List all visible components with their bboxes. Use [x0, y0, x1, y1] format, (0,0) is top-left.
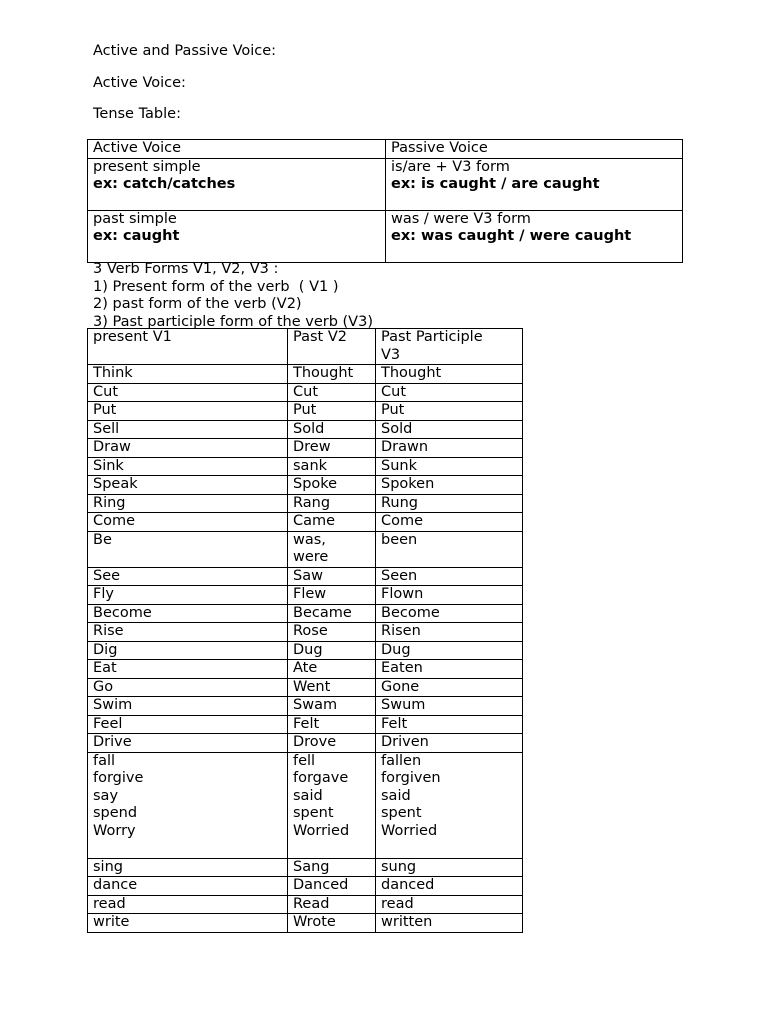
present-v1-cell-text: read: [93, 895, 126, 912]
past-v2-cell: [288, 678, 376, 697]
past-participle-v3-cell-text: Become: [381, 604, 440, 621]
present-v1-cell-text: See: [93, 567, 121, 584]
past-v2-cell-text: Cut: [293, 383, 318, 400]
past-v2-cell-text: sank: [293, 457, 328, 474]
past-participle-v3-cell: [376, 604, 523, 623]
table-row: [88, 895, 523, 914]
present-v1-cell: [88, 476, 288, 495]
past-v2-cell: [288, 697, 376, 716]
past-participle-v3-cell-text: Thought: [381, 365, 442, 381]
past-v2-cell: [288, 586, 376, 605]
past-v2-cell-text: Put: [293, 402, 317, 418]
past-participle-v3-cell-text: Rung: [381, 494, 419, 511]
present-v1-cell-text: Eat: [93, 660, 117, 676]
present-v1-cell: [88, 858, 288, 877]
past-v2-cell-text: Danced: [293, 877, 349, 893]
present-v1-cell: [88, 420, 288, 439]
past-participle-v3-cell-text: Felt: [381, 715, 408, 732]
past-participle-v3-cell-text: Dug: [381, 641, 411, 658]
past-participle-v3-cell-text: Gone: [381, 678, 420, 695]
past-participle-v3-cell-text: Put: [381, 402, 405, 418]
table-row: [88, 858, 523, 877]
past-v2-cell: [288, 752, 376, 858]
past-participle-v3-cell-text: Spoken: [381, 476, 435, 492]
verb-forms-heading: 3 Verb Forms V1, V2, V3 :: [93, 261, 279, 277]
passive-form: was / were V3 form: [391, 210, 531, 227]
tense-table: [87, 139, 683, 263]
active-cell: [88, 158, 386, 210]
verb-form-item: 2) past form of the verb (V2): [93, 296, 302, 312]
verb-forms-intro: [93, 261, 373, 331]
passive-cell: [386, 210, 683, 262]
present-v1-cell: [88, 402, 288, 421]
past-v2-cell-text: Spoke: [293, 476, 338, 492]
verb-form-item: 1) Present form of the verb ( V1 ): [93, 278, 339, 295]
past-participle-v3-cell: [376, 697, 523, 716]
table-row: [88, 734, 523, 753]
past-v2-cell-text: Read: [293, 895, 330, 912]
present-v1-cell-text: Speak: [93, 476, 138, 492]
past-v2-cell: [288, 715, 376, 734]
table-row: [88, 678, 523, 697]
past-participle-v3-cell-text: Flown: [381, 586, 424, 602]
table-row: [88, 604, 523, 623]
passive-example: ex: was caught / were caught: [391, 228, 632, 244]
past-v2-cell-text: Rose: [293, 623, 328, 639]
past-v2-cell: [288, 641, 376, 660]
present-v1-cell: [88, 567, 288, 586]
past-participle-v3-cell: [376, 586, 523, 605]
past-participle-v3-cell: [376, 383, 523, 402]
header-v3: [376, 329, 523, 365]
past-v2-cell: [288, 895, 376, 914]
table-row: [88, 914, 523, 933]
present-v1-cell: [88, 439, 288, 458]
table-row: [88, 623, 523, 642]
active-voice-heading: Active Voice:: [93, 75, 186, 91]
table-row: [88, 660, 523, 679]
present-v1-cell: [88, 678, 288, 697]
past-participle-v3-cell: [376, 402, 523, 421]
present-v1-cell-text: Swim: [93, 697, 133, 713]
present-v1-cell: [88, 641, 288, 660]
past-participle-v3-cell: [376, 660, 523, 679]
tense-row-past-simple: [88, 210, 683, 262]
past-v2-cell-text: Flew: [293, 586, 327, 602]
present-v1-cell: [88, 604, 288, 623]
tense-example: ex: catch/catches: [93, 176, 236, 192]
page-title: Active and Passive Voice:: [93, 43, 277, 59]
header-active-voice: Active Voice: [88, 140, 386, 159]
past-v2-cell: [288, 420, 376, 439]
present-v1-cell: [88, 877, 288, 896]
table-row: [88, 567, 523, 586]
tense-row-present-simple: [88, 158, 683, 210]
past-v2-cell-text: Saw: [293, 567, 323, 584]
table-row: [88, 402, 523, 421]
past-v2-cell: [288, 402, 376, 421]
present-v1-cell-text: Go: [93, 678, 114, 695]
table-row: [88, 531, 523, 567]
past-participle-v3-cell: [376, 858, 523, 877]
past-v2-cell: [288, 877, 376, 896]
past-v2-cell-text: Went: [293, 678, 331, 695]
past-participle-v3-cell-text: Eaten: [381, 660, 423, 676]
past-v2-cell: [288, 734, 376, 753]
header-v2: [288, 329, 376, 365]
past-participle-v3-cell: [376, 623, 523, 642]
table-row: [88, 457, 523, 476]
passive-example: ex: is caught / are caught: [391, 176, 600, 192]
past-v2-cell: [288, 476, 376, 495]
present-v1-cell: [88, 660, 288, 679]
past-participle-v3-cell-text: Sunk: [381, 457, 417, 474]
present-v1-cell: [88, 697, 288, 716]
table-row: [88, 697, 523, 716]
tense-example: ex: caught: [93, 228, 180, 244]
past-participle-v3-cell: [376, 752, 523, 858]
past-participle-v3-cell: [376, 420, 523, 439]
past-participle-v3-cell-text: Seen: [381, 567, 418, 584]
present-v1-cell: [88, 457, 288, 476]
present-v1-cell: [88, 895, 288, 914]
passive-cell: [386, 158, 683, 210]
past-v2-cell: [288, 858, 376, 877]
past-participle-v3-cell-text: sung: [381, 858, 417, 875]
header-v1-text: present V1: [93, 329, 172, 345]
past-participle-v3-cell: [376, 567, 523, 586]
present-v1-cell-text: Drive: [93, 734, 132, 750]
present-v1-cell-text: Feel: [93, 715, 123, 732]
past-v2-cell-text: Sold: [293, 420, 325, 437]
header-v3-text: Past Participle V3: [381, 329, 483, 363]
present-v1-cell: [88, 383, 288, 402]
present-v1-cell-text: Think: [93, 365, 133, 381]
table-row: [88, 586, 523, 605]
tense-name: past simple: [93, 210, 177, 227]
past-participle-v3-cell: [376, 715, 523, 734]
past-participle-v3-cell-text: read: [381, 895, 414, 912]
past-v2-cell: [288, 494, 376, 513]
present-v1-cell-text: Dig: [93, 641, 118, 658]
past-v2-cell-text: Wrote: [293, 914, 336, 930]
present-v1-cell-text: Ring: [93, 494, 126, 511]
present-v1-cell: [88, 513, 288, 532]
tense-table-header: [88, 140, 683, 159]
past-participle-v3-cell-text: Driven: [381, 734, 429, 750]
active-cell: [88, 210, 386, 262]
past-participle-v3-cell: [376, 365, 523, 384]
past-v2-cell-text: was, were: [293, 531, 329, 565]
present-v1-cell-text: Fly: [93, 586, 114, 602]
present-v1-cell-text: fall forgive say spend Worry: [93, 752, 144, 839]
past-participle-v3-cell: [376, 641, 523, 660]
past-v2-cell-text: Became: [293, 604, 352, 621]
past-participle-v3-cell: [376, 531, 523, 567]
present-v1-cell: [88, 494, 288, 513]
past-participle-v3-cell: [376, 734, 523, 753]
past-v2-cell: [288, 623, 376, 642]
present-v1-cell-text: Become: [93, 604, 152, 621]
table-row: [88, 513, 523, 532]
past-v2-cell-text: fell forgave said spent Worried: [293, 752, 350, 839]
past-v2-cell-text: Felt: [293, 715, 320, 732]
past-participle-v3-cell: [376, 877, 523, 896]
present-v1-cell-text: Sink: [93, 457, 124, 474]
table-row: [88, 715, 523, 734]
verb-forms-table: [87, 328, 523, 933]
verb-form-item: 3) Past participle form of the verb (V3): [93, 313, 373, 330]
present-v1-cell-text: Sell: [93, 420, 120, 437]
past-v2-cell-text: Sang: [293, 858, 330, 875]
past-v2-cell-text: Dug: [293, 641, 323, 658]
past-v2-cell: [288, 439, 376, 458]
table-row: [88, 383, 523, 402]
table-row: [88, 476, 523, 495]
table-row: [88, 641, 523, 660]
past-v2-cell-text: Rang: [293, 494, 331, 511]
present-v1-cell: [88, 623, 288, 642]
header-v2-text: Past V2: [293, 329, 347, 345]
past-v2-cell-text: Drove: [293, 734, 337, 750]
table-row: [88, 365, 523, 384]
tense-name: present simple: [93, 158, 201, 175]
present-v1-cell-text: write: [93, 914, 130, 930]
past-participle-v3-cell-text: danced: [381, 877, 435, 893]
present-v1-cell-text: sing: [93, 858, 123, 875]
present-v1-cell-text: Cut: [93, 383, 118, 400]
table-row: [88, 494, 523, 513]
past-v2-cell: [288, 604, 376, 623]
past-participle-v3-cell: [376, 678, 523, 697]
present-v1-cell: [88, 914, 288, 933]
past-participle-v3-cell-text: written: [381, 914, 433, 930]
past-participle-v3-cell: [376, 476, 523, 495]
past-participle-v3-cell-text: Cut: [381, 383, 406, 400]
verb-table-header: [88, 329, 523, 365]
past-v2-cell-text: Came: [293, 513, 336, 529]
past-v2-cell: [288, 531, 376, 567]
present-v1-cell-text: dance: [93, 877, 138, 893]
past-participle-v3-cell: [376, 895, 523, 914]
present-v1-cell: [88, 715, 288, 734]
past-participle-v3-cell-text: Risen: [381, 623, 421, 639]
present-v1-cell: [88, 365, 288, 384]
header-v1: [88, 329, 288, 365]
past-v2-cell: [288, 383, 376, 402]
past-participle-v3-cell-text: Swum: [381, 697, 426, 713]
table-row: [88, 877, 523, 896]
past-participle-v3-cell: [376, 914, 523, 933]
past-participle-v3-cell: [376, 494, 523, 513]
past-participle-v3-cell: [376, 513, 523, 532]
table-row: [88, 420, 523, 439]
past-v2-cell: [288, 567, 376, 586]
past-v2-cell: [288, 513, 376, 532]
past-v2-cell: [288, 365, 376, 384]
past-participle-v3-cell: [376, 457, 523, 476]
present-v1-cell-text: Be: [93, 531, 112, 548]
present-v1-cell: [88, 586, 288, 605]
present-v1-cell-text: Rise: [93, 623, 124, 639]
past-participle-v3-cell-text: fallen forgiven said spent Worried: [381, 752, 441, 839]
past-participle-v3-cell-text: Sold: [381, 420, 413, 437]
present-v1-cell: [88, 752, 288, 858]
past-v2-cell: [288, 457, 376, 476]
past-v2-cell: [288, 914, 376, 933]
past-participle-v3-cell-text: Come: [381, 513, 424, 529]
past-v2-cell: [288, 660, 376, 679]
past-participle-v3-cell-text: been: [381, 531, 418, 548]
present-v1-cell: [88, 734, 288, 753]
past-participle-v3-cell-text: Drawn: [381, 439, 429, 455]
tense-table-heading: Tense Table:: [93, 106, 181, 122]
past-v2-cell-text: Ate: [293, 660, 318, 676]
header-passive-voice: Passive Voice: [386, 140, 683, 159]
passive-form: is/are + V3 form: [391, 158, 510, 175]
past-v2-cell-text: Drew: [293, 439, 331, 455]
present-v1-cell-text: Put: [93, 402, 117, 418]
table-row: [88, 439, 523, 458]
past-v2-cell-text: Thought: [293, 365, 354, 381]
present-v1-cell-text: Draw: [93, 439, 131, 455]
table-row: [88, 752, 523, 858]
past-participle-v3-cell: [376, 439, 523, 458]
past-v2-cell-text: Swam: [293, 697, 338, 713]
present-v1-cell: [88, 531, 288, 567]
present-v1-cell-text: Come: [93, 513, 136, 529]
